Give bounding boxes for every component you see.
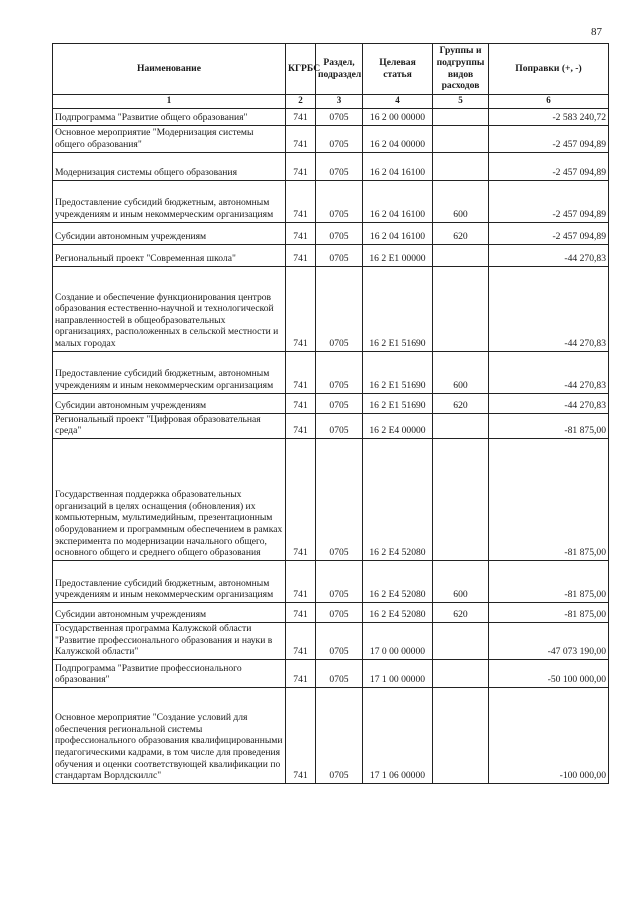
- row-kgrbs: 741: [286, 244, 316, 266]
- row-name: Региональный проект "Цифровая образовательная среда": [53, 413, 286, 438]
- row-target-article: 16 2 E1 51690: [363, 266, 433, 351]
- row-expense-group: [433, 622, 489, 659]
- row-target-article: 16 2 04 00000: [363, 125, 433, 152]
- row-kgrbs: 741: [286, 602, 316, 622]
- row-name: Субсидии автономным учреждениям: [53, 602, 286, 622]
- row-section: 0705: [316, 687, 363, 783]
- row-amount: -2 457 094,89: [489, 222, 609, 244]
- row-kgrbs: 741: [286, 108, 316, 125]
- row-kgrbs: 741: [286, 413, 316, 438]
- row-expense-group: [433, 413, 489, 438]
- row-amount: -47 073 190,00: [489, 622, 609, 659]
- header-row: [53, 44, 609, 95]
- row-target-article: 16 2 04 16100: [363, 222, 433, 244]
- table-row: [53, 659, 609, 687]
- header-name: Наименование: [53, 44, 286, 95]
- row-section: 0705: [316, 351, 363, 393]
- row-expense-group: 600: [433, 180, 489, 222]
- row-target-article: 17 1 06 00000: [363, 687, 433, 783]
- row-expense-group: 600: [433, 351, 489, 393]
- row-name: Государственная программа Калужской области "Развитие профессионального образования и науки в Калужской области": [53, 622, 286, 659]
- row-section: 0705: [316, 125, 363, 152]
- row-name: Модернизация системы общего образования: [53, 152, 286, 180]
- row-name: Создание и обеспечение функционирования центров образования естественно-научной и технологической направленностей в общеобразовательных организациях, расположенных в сельской местности и малых городах: [53, 266, 286, 351]
- row-amount: -50 100 000,00: [489, 659, 609, 687]
- row-target-article: 16 2 E4 00000: [363, 413, 433, 438]
- table-row: [53, 687, 609, 783]
- column-number: 1: [53, 95, 286, 109]
- header-target-article: Целевая статья: [363, 44, 433, 95]
- row-name: Основное мероприятие "Модернизация системы общего образования": [53, 125, 286, 152]
- row-amount: -2 457 094,89: [489, 152, 609, 180]
- row-section: 0705: [316, 180, 363, 222]
- row-section: 0705: [316, 602, 363, 622]
- row-amount: -81 875,00: [489, 413, 609, 438]
- row-expense-group: [433, 108, 489, 125]
- row-expense-group: 620: [433, 393, 489, 413]
- row-amount: -81 875,00: [489, 560, 609, 602]
- row-target-article: 16 2 00 00000: [363, 108, 433, 125]
- header-expense-groups: Группы и подгруппы видов расходов: [433, 44, 489, 95]
- row-kgrbs: 741: [286, 351, 316, 393]
- row-kgrbs: 741: [286, 659, 316, 687]
- table-row: [53, 180, 609, 222]
- row-amount: -44 270,83: [489, 351, 609, 393]
- row-expense-group: [433, 687, 489, 783]
- column-number: 4: [363, 95, 433, 109]
- table-row: [53, 622, 609, 659]
- row-expense-group: [433, 438, 489, 560]
- row-amount: -100 000,00: [489, 687, 609, 783]
- row-name: Предоставление субсидий бюджетным, автономным учреждениям и иным некоммерческим организациям: [53, 180, 286, 222]
- table-row: [53, 438, 609, 560]
- row-kgrbs: 741: [286, 560, 316, 602]
- row-section: 0705: [316, 152, 363, 180]
- table-row: [53, 560, 609, 602]
- column-number: 3: [316, 95, 363, 109]
- row-expense-group: 620: [433, 602, 489, 622]
- page-number: 87: [591, 26, 602, 38]
- table-row: [53, 351, 609, 393]
- row-kgrbs: 741: [286, 687, 316, 783]
- row-section: 0705: [316, 659, 363, 687]
- row-section: 0705: [316, 413, 363, 438]
- row-section: 0705: [316, 222, 363, 244]
- row-section: 0705: [316, 393, 363, 413]
- row-name: Предоставление субсидий бюджетным, автономным учреждениям и иным некоммерческим организациям: [53, 560, 286, 602]
- row-kgrbs: 741: [286, 125, 316, 152]
- row-expense-group: [433, 266, 489, 351]
- row-expense-group: [433, 659, 489, 687]
- row-kgrbs: 741: [286, 152, 316, 180]
- row-target-article: 16 2 E1 51690: [363, 351, 433, 393]
- column-number: 6: [489, 95, 609, 109]
- row-kgrbs: 741: [286, 393, 316, 413]
- table-row: [53, 152, 609, 180]
- table-row: [53, 393, 609, 413]
- row-section: 0705: [316, 108, 363, 125]
- row-target-article: 16 2 E1 00000: [363, 244, 433, 266]
- row-amount: -44 270,83: [489, 393, 609, 413]
- table-row: [53, 244, 609, 266]
- table-row: [53, 602, 609, 622]
- row-section: 0705: [316, 266, 363, 351]
- table-row: [53, 125, 609, 152]
- row-kgrbs: 741: [286, 180, 316, 222]
- column-number: 5: [433, 95, 489, 109]
- row-expense-group: [433, 152, 489, 180]
- row-kgrbs: 741: [286, 266, 316, 351]
- row-amount: -44 270,83: [489, 266, 609, 351]
- row-amount: -44 270,83: [489, 244, 609, 266]
- table-row: [53, 108, 609, 125]
- header-amendments: Поправки (+, -): [489, 44, 609, 95]
- row-amount: -81 875,00: [489, 438, 609, 560]
- row-expense-group: [433, 244, 489, 266]
- table-row: [53, 413, 609, 438]
- table-body: [53, 108, 609, 783]
- row-target-article: 16 2 E4 52080: [363, 560, 433, 602]
- row-kgrbs: 741: [286, 438, 316, 560]
- row-target-article: 17 0 00 00000: [363, 622, 433, 659]
- row-name: Предоставление субсидий бюджетным, автономным учреждениям и иным некоммерческим организациям: [53, 351, 286, 393]
- budget-amendments-table: [52, 43, 609, 784]
- row-target-article: 16 2 E4 52080: [363, 602, 433, 622]
- row-name: Подпрограмма "Развитие общего образования": [53, 108, 286, 125]
- row-target-article: 16 2 E4 52080: [363, 438, 433, 560]
- row-expense-group: 600: [433, 560, 489, 602]
- row-expense-group: 620: [433, 222, 489, 244]
- row-target-article: 16 2 E1 51690: [363, 393, 433, 413]
- table-row: [53, 222, 609, 244]
- row-name: Основное мероприятие "Создание условий для обеспечения региональной системы профессионального образования квалифицированными педагогическими кадрами, в том числе для проведения обучения и оценки соответствующей квалификации по стандартам Ворлдскиллс": [53, 687, 286, 783]
- column-number: 2: [286, 95, 316, 109]
- row-name: Субсидии автономным учреждениям: [53, 393, 286, 413]
- row-target-article: 16 2 04 16100: [363, 152, 433, 180]
- row-kgrbs: 741: [286, 622, 316, 659]
- row-section: 0705: [316, 244, 363, 266]
- column-number-row: [53, 95, 609, 109]
- row-amount: -2 583 240,72: [489, 108, 609, 125]
- row-section: 0705: [316, 438, 363, 560]
- row-section: 0705: [316, 622, 363, 659]
- row-section: 0705: [316, 560, 363, 602]
- header-section: Раздел, подраздел: [316, 44, 363, 95]
- row-target-article: 16 2 04 16100: [363, 180, 433, 222]
- row-kgrbs: 741: [286, 222, 316, 244]
- row-expense-group: [433, 125, 489, 152]
- row-target-article: 17 1 00 00000: [363, 659, 433, 687]
- row-name: Подпрограмма "Развитие профессионального образования": [53, 659, 286, 687]
- row-name: Государственная поддержка образовательных организаций в целях оснащения (обновления) их компьютерным, мультимедийным, презентационным оборудованием и программным обеспечением в рамках эксперимента по модернизации начального общего, основного общего и среднего общего образования: [53, 438, 286, 560]
- row-amount: -2 457 094,89: [489, 125, 609, 152]
- row-amount: -81 875,00: [489, 602, 609, 622]
- row-name: Субсидии автономным учреждениям: [53, 222, 286, 244]
- table-row: [53, 266, 609, 351]
- header-kgrbs: КГРБС: [286, 44, 316, 95]
- row-name: Региональный проект "Современная школа": [53, 244, 286, 266]
- row-amount: -2 457 094,89: [489, 180, 609, 222]
